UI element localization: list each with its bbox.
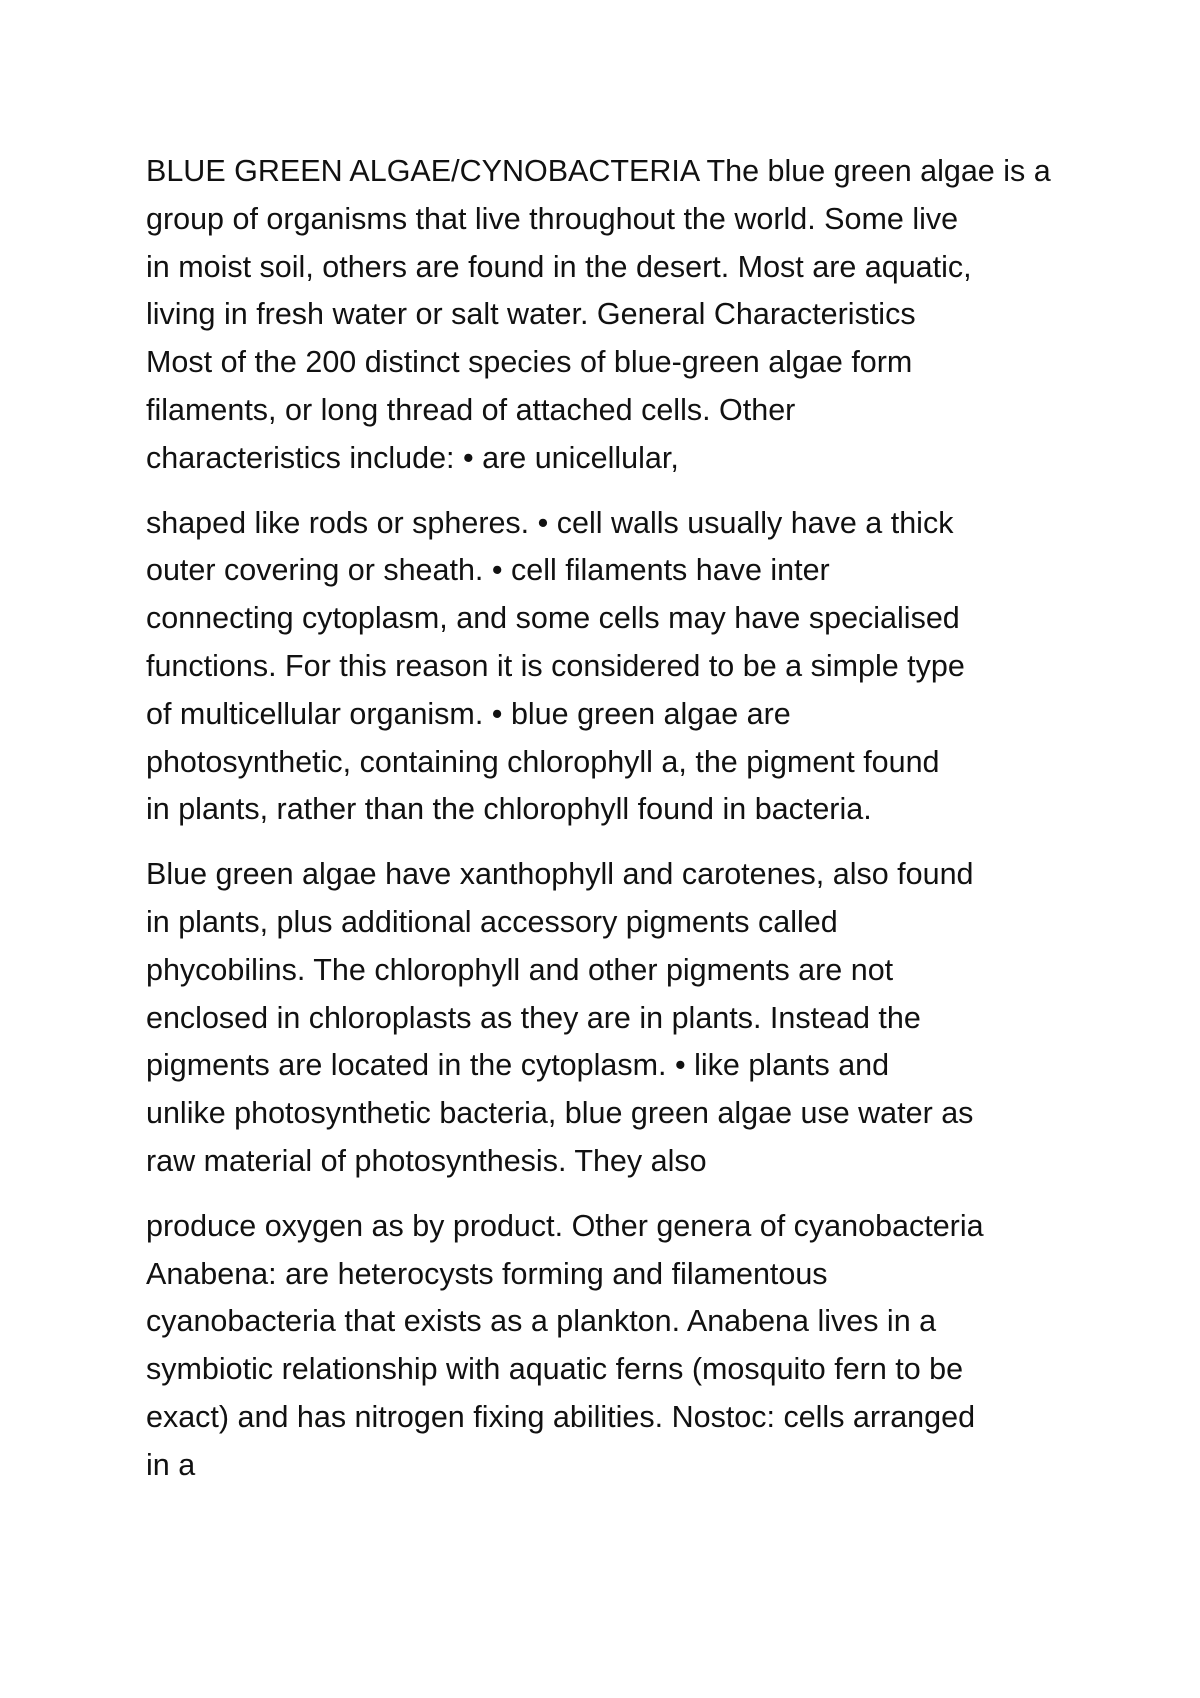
text-line: characteristics include: • are unicellular,: [146, 440, 679, 475]
text-line: exact) and has nitrogen fixing abilities. Nostoc: cells arranged: [146, 1399, 976, 1434]
text-line: living in fresh water or salt water. General Characteristics: [146, 297, 916, 332]
text-line: phycobilins. The chlorophyll and other pigments are not: [146, 952, 894, 987]
text-line: filaments, or long thread of attached cells. Other: [146, 392, 796, 427]
text-line: group of organisms that live throughout the world. Some live: [146, 201, 959, 236]
text-line: pigments are located in the cytoplasm. • like plants and: [146, 1048, 890, 1083]
text-line: BLUE GREEN ALGAE/CYNOBACTERIA The blue green algae is a: [146, 154, 1051, 188]
text-line: shaped like rods or spheres. • cell walls usually have a thick: [146, 505, 954, 540]
text-line: in moist soil, others are found in the desert. Most are aquatic,: [146, 249, 972, 284]
text-line: cyanobacteria that exists as a plankton. Anabena lives in a: [146, 1304, 937, 1339]
text-line: in plants, plus additional accessory pigments called: [146, 904, 838, 939]
text-line: functions. For this reason it is considered to be a simple type: [146, 648, 965, 683]
text-line: photosynthetic, containing chlorophyll a, the pigment found: [146, 744, 940, 779]
text-line: produce oxygen as by product. Other genera of cyanobacteria: [146, 1208, 984, 1243]
paragraph-1: [146, 148, 1076, 483]
text-line: Anabena: are heterocysts forming and filamentous: [146, 1256, 828, 1291]
text-line: in plants, rather than the chlorophyll found in bacteria.: [146, 792, 872, 827]
paragraph-3: [146, 851, 1076, 1186]
text-line: Blue green algae have xanthophyll and carotenes, also found: [146, 857, 974, 892]
text-line: symbiotic relationship with aquatic ferns (mosquito fern to be: [146, 1352, 964, 1387]
text-line: of multicellular organism. • blue green algae are: [146, 696, 791, 731]
paragraph-2: [146, 500, 1076, 835]
text-line: Most of the 200 distinct species of blue-green algae form: [146, 345, 913, 380]
text-line: in a: [146, 1447, 196, 1482]
paragraph-4: [146, 1203, 1076, 1490]
document-body: [146, 148, 1076, 1490]
text-line: raw material of photosynthesis. They also: [146, 1143, 707, 1178]
text-line: unlike photosynthetic bacteria, blue green algae use water as: [146, 1096, 974, 1131]
text-line: outer covering or sheath. • cell filaments have inter: [146, 553, 830, 588]
text-line: enclosed in chloroplasts as they are in plants. Instead the: [146, 1000, 921, 1035]
text-line: connecting cytoplasm, and some cells may have specialised: [146, 601, 960, 636]
